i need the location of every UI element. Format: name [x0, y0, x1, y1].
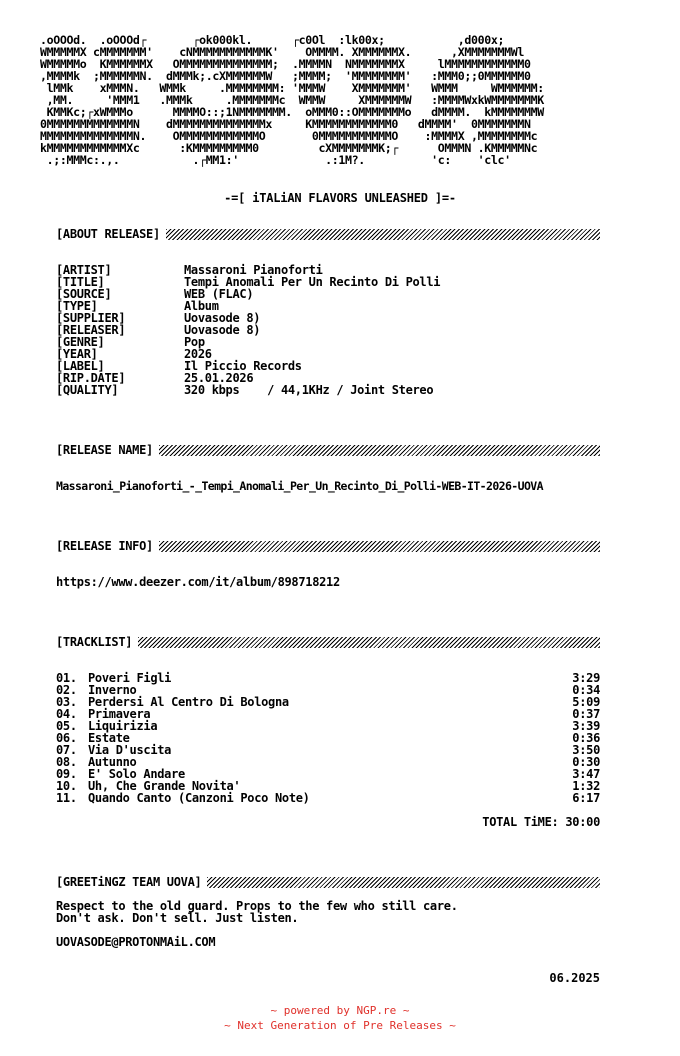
section-title: [ABOUT RELEASE] [56, 227, 160, 241]
info-key: [TYPE] [56, 299, 98, 313]
track-row [56, 672, 600, 684]
section-title: [RELEASE NAME] [56, 443, 153, 457]
info-key: [SUPPLIER] [56, 311, 126, 325]
info-key: [QUALITY] [56, 383, 119, 397]
info-value: Tempi Anomali Per Un Recinto Di Polli [184, 275, 441, 289]
info-key: [SOURCE] [56, 287, 112, 301]
track-duration: 1:32 [572, 779, 600, 793]
release-url-link[interactable]: https://www.deezer.com/it/album/898718212 [56, 575, 340, 589]
section-header-about-release [56, 228, 600, 240]
footer-powered-by[interactable]: ~ powered by NGP.re ~ [270, 1004, 410, 1017]
section-header-greetings [56, 876, 600, 888]
track-duration: 0:36 [572, 731, 600, 745]
ascii-art-logo: .oOOOd. .oOOOd┌ ┌ok000kl. ┌c0Ol :lk00x; ,d000x; WMMMMMX cMMMMMMM' cNMMMMMMMMMMMK' OMMMM. XMMMMMMX. ,XMMMMMMMWl WMMMMMo KMMMMMMX OMMMMMMMMMMMMMM; .MMMMN NMMMMMMMX lMMMMMMMMMMMM0 ,MMMMk ;MMMMMMN. dMMMk;.cXMMMMMMW ;MMMM; 'MMMMMMMM' :MMM0;;0MMMMMM0 lMMk xMMMN. WMMk .MMMMMMMM: 'MMMW XMMMMMMM' WMMM WMMMMMM: ,MM. 'MMM1 .MMMk .MMMMMMMc WMMW XMMMMMMW :MMMMWxkWMMMMMMMK KMMKc;┌xWMMMo MMMMO::;1NMMMMMMM. oMMM0::OMMMMMMMo dMMMM. kMMMMMMMW 0MMMMMMMMMMMMMN dMMMMMMMMMMMMMMx KMMMMMMMMMMMM0 dMMMM' 0MMMMMMMN MMMMMMMMMMMMMMN. OMMMMMMMMMMMMO 0MMMMMMMMMMMO :MMMMX ,MMMMMMMMc kMMMMMMMMMMMMXc :KMMMMMMMMM0 cXMMMMMMMK;┌ OMMMN .KMMMMMNc .;:MMMc:.,. .┌MM1:' .:1M?. 'c: 'clc' [40, 33, 544, 167]
track-row [56, 744, 600, 756]
info-row-source [56, 288, 440, 300]
section-header-release-name [56, 444, 600, 456]
track-duration: 6:17 [572, 791, 600, 805]
tracklist [56, 672, 600, 804]
track-number: 10. [56, 779, 77, 793]
track-number: 01. [56, 671, 77, 685]
track-number: 07. [56, 743, 77, 757]
track-duration: 3:39 [572, 719, 600, 733]
track-duration: 0:37 [572, 707, 600, 721]
section-title: [RELEASE INFO] [56, 539, 153, 553]
track-number: 09. [56, 767, 77, 781]
hatch-divider [159, 445, 600, 456]
track-title: Perdersi Al Centro Di Bologna [88, 695, 289, 709]
track-title: Autunno [88, 755, 137, 769]
track-number: 08. [56, 755, 77, 769]
track-title: Via D'uscita [88, 743, 172, 757]
section-header-release-info [56, 540, 600, 552]
info-value: Pop [184, 335, 205, 349]
info-key: [LABEL] [56, 359, 105, 373]
section-header-tracklist [56, 636, 600, 648]
tagline: -=[ iTALiAN FLAVORS UNLEASHED ]=- [224, 191, 456, 205]
track-row [56, 792, 600, 804]
track-number: 06. [56, 731, 77, 745]
track-duration: 3:50 [572, 743, 600, 757]
track-title: E' Solo Andare [88, 767, 185, 781]
release-info-table [56, 264, 440, 396]
section-title: [GREETiNGZ TEAM UOVA] [56, 875, 202, 889]
info-value: Il Piccio Records [184, 359, 302, 373]
track-duration: 3:29 [572, 671, 600, 685]
info-value: 25.01.2026 [184, 371, 254, 385]
info-row-releaser [56, 324, 440, 336]
info-key: [YEAR] [56, 347, 98, 361]
track-number: 02. [56, 683, 77, 697]
track-duration: 0:34 [572, 683, 600, 697]
info-key: [TITLE] [56, 275, 105, 289]
track-number: 03. [56, 695, 77, 709]
hatch-divider [159, 541, 600, 552]
footer-tagline: ~ Next Generation of Pre Releases ~ [224, 1019, 456, 1032]
hatch-divider [166, 229, 600, 240]
info-row-quality [56, 384, 440, 396]
track-duration: 5:09 [572, 695, 600, 709]
info-row-genre [56, 336, 440, 348]
track-title: Liquirizia [88, 719, 158, 733]
section-title: [TRACKLIST] [56, 635, 133, 649]
greetings-line: Respect to the old guard. Props to the few who still care. [56, 899, 458, 913]
track-number: 11. [56, 791, 77, 805]
track-number: 05. [56, 719, 77, 733]
track-title: Primavera [88, 707, 151, 721]
info-value: WEB (FLAC) [184, 287, 254, 301]
track-title: Uh, Che Grande Novita' [88, 779, 241, 793]
info-value: Uovasode 8) [184, 311, 261, 325]
info-key: [RELEASER] [56, 323, 126, 337]
track-row [56, 720, 600, 732]
track-duration: 3:47 [572, 767, 600, 781]
release-date: 06.2025 [549, 971, 600, 985]
info-key: [RIP.DATE] [56, 371, 126, 385]
contact-email[interactable]: UOVASODE@PROTONMAiL.COM [56, 935, 216, 949]
track-title: Poveri Figli [88, 671, 172, 685]
hatch-divider [207, 877, 600, 888]
info-value: Album [184, 299, 219, 313]
total-time: TOTAL TiME: 30:00 [482, 815, 600, 829]
track-duration: 0:30 [572, 755, 600, 769]
info-value: Uovasode 8) [184, 323, 261, 337]
greetings-line: Don't ask. Don't sell. Just listen. [56, 911, 299, 925]
track-title: Inverno [88, 683, 137, 697]
info-value: 320 kbps / 44,1KHz / Joint Stereo [184, 383, 434, 397]
info-key: [ARTIST] [56, 263, 112, 277]
greetings-text [56, 900, 458, 924]
track-title: Estate [88, 731, 130, 745]
track-title: Quando Canto (Canzoni Poco Note) [88, 791, 310, 805]
track-number: 04. [56, 707, 77, 721]
info-value: 2026 [184, 347, 212, 361]
info-key: [GENRE] [56, 335, 105, 349]
hatch-divider [138, 637, 600, 648]
info-value: Massaroni Pianoforti [184, 263, 323, 277]
release-name-text: Massaroni_Pianoforti_-_Tempi_Anomali_Per_Un_Recinto_Di_Polli-WEB-IT-2026-UOVA [56, 479, 543, 493]
